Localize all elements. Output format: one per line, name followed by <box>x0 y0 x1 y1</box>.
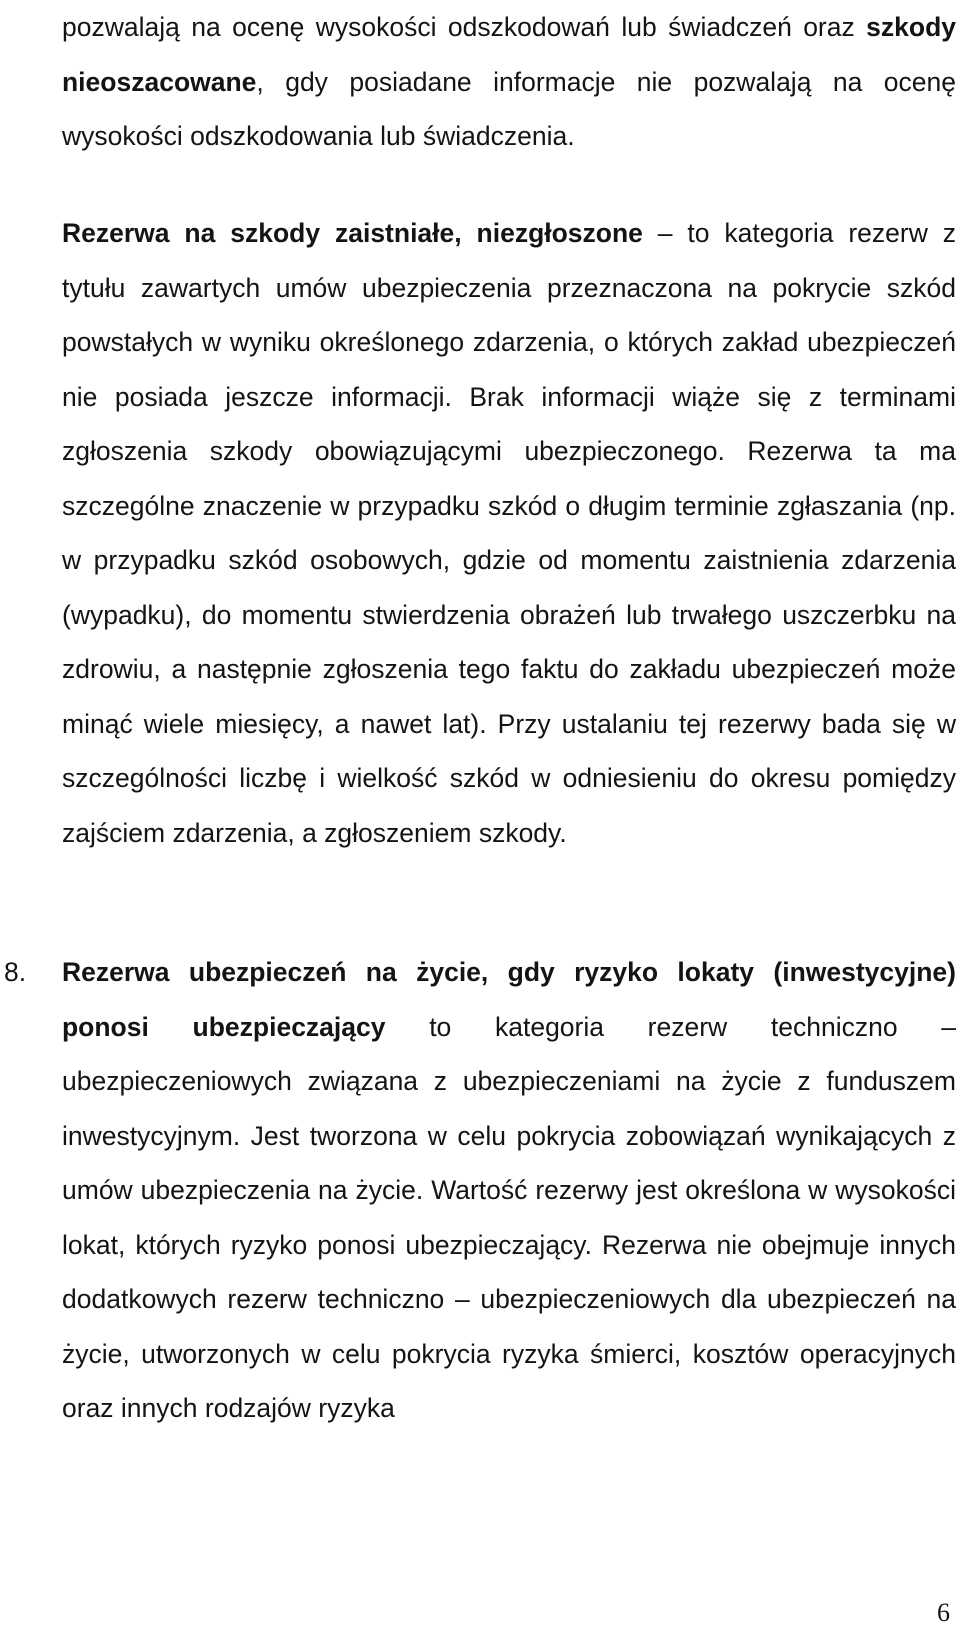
paragraph-text: – to kategoria rezerw z tytułu zawartych umów ubezpieczenia przeznaczona na pokrycie szkód powstałych w wyniku określonego zdarzenia, o których zakład ubezpieczeń nie posiada jeszcze informacji. Brak informacji wiąże się z terminami zgłoszenia szkody obowiązującymi ubezpieczonego. Rezerwa ta ma szczególne znaczenie w przypadku szkód o długim terminie zgłaszania (np. w przypadku szkód osobowych, gdzie od momentu zaistnienia zdarzenia (wypadku), do momentu stwierdzenia obrażeń lub trwałego uszczerbku na zdrowiu, a następnie zgłoszenia tego faktu do zakładu ubezpieczeń może minąć wiele miesięcy, a nawet lat). Przy ustalaniu tej rezerwy bada się w szczególności liczbę i wielkość szkód w odniesieniu do okresu pomiędzy zajściem zdarzenia, a zgłoszeniem szkody. <box>62 218 956 848</box>
paragraph-text: to kategoria rezerw techniczno – ubezpieczeniowych związana z ubezpieczeniami na życie z funduszem inwestycyjnym. Jest tworzona w celu pokrycia zobowiązań wynikających z umów ubezpieczenia na życie. Wartość rezerwy jest określona w wysokości lokat, których ryzyko ponosi ubezpieczający. Rezerwa nie obejmuje innych dodatkowych rezerw techniczno – ubezpieczeniowych dla ubezpieczeń na życie, utworzonych w celu pokrycia ryzyka śmierci, kosztów operacyjnych oraz innych rodzajów ryzyka <box>62 1011 956 1423</box>
term-szkody-nieoszacowane: szkody nieoszacowane <box>62 12 956 97</box>
list-item-number: 8. <box>4 957 27 987</box>
term-rezerwa-szkody-niezgloszone: Rezerwa na szkody zaistniałe, niezgłoszone <box>62 218 643 248</box>
page-number: 6 <box>937 1598 950 1627</box>
paragraph-text: pozwalają na ocenę wysokości odszkodowań lub świadczeń oraz <box>62 12 867 42</box>
paragraph-claims-unestimated <box>62 0 956 164</box>
paragraph-text: , gdy posiadane informacje nie pozwalają na ocenę wysokości odszkodowania lub świadczenia. <box>62 66 956 151</box>
paragraph-ibnr-reserve <box>62 206 956 860</box>
term-rezerwa-ubezpieczen-na-zycie: Rezerwa ubezpieczeń na życie, gdy ryzyko lokaty (inwestycyjne) ponosi ubezpieczający <box>62 957 956 1042</box>
list-item-8-life-insurance-reserve <box>62 945 956 1436</box>
